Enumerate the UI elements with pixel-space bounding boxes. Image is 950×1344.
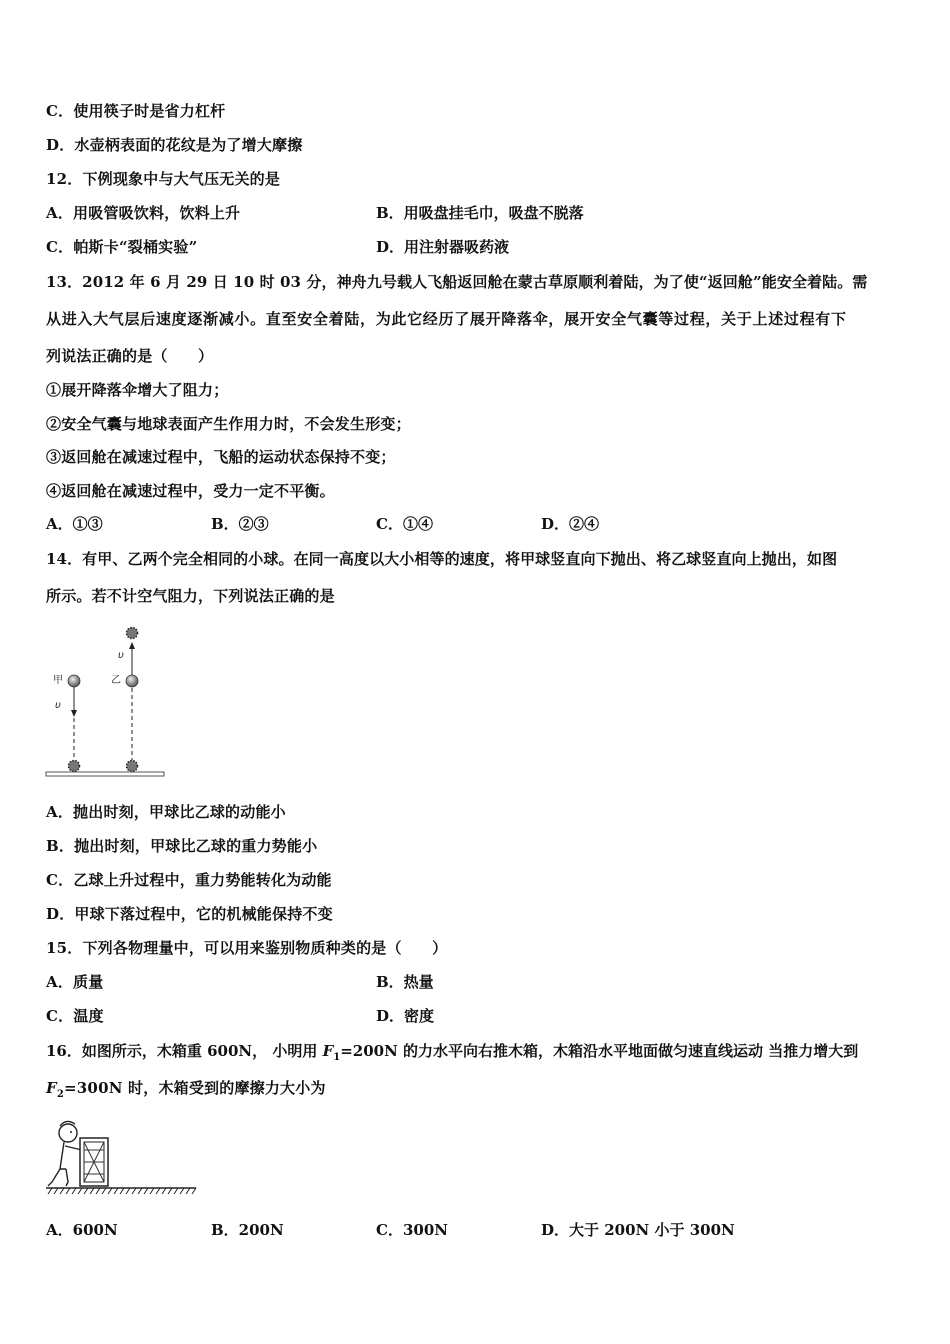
q15-stem: 15．下列各物理量中，可以用来鉴别物质种类的是（ ） bbox=[46, 939, 448, 957]
f2-symbol: F bbox=[46, 1079, 57, 1097]
ground-hatch bbox=[48, 1188, 196, 1194]
q16-option-a: A．600N bbox=[46, 1221, 118, 1239]
arrowhead-jia bbox=[71, 710, 77, 717]
label-v-yi: υ bbox=[118, 650, 124, 661]
q14-stem-line1: 14．有甲、乙两个完全相同的小球。在同一高度以大小相等的速度，将甲球竖直向下抛出、将乙球竖直向上抛出，如图 bbox=[46, 550, 838, 568]
person-leg-back bbox=[48, 1169, 60, 1186]
q12-stem: 12．下例现象中与大气压无关的是 bbox=[46, 170, 281, 188]
person-eye bbox=[70, 1131, 72, 1133]
q12-option-b: B．用吸盘挂毛巾，吸盘不脱落 bbox=[376, 204, 584, 222]
person-leg-front bbox=[66, 1169, 68, 1186]
ball-yi-top bbox=[127, 628, 138, 639]
q11-option-d: D．水壶柄表面的花纹是为了增大摩擦 bbox=[46, 136, 303, 154]
q13-stem-line3: 列说法正确的是（ ） bbox=[46, 347, 214, 365]
q13-statement-3: ③返回舱在减速过程中，飞船的运动状态保持不变； bbox=[46, 448, 396, 466]
q15-option-c: C．温度 bbox=[46, 1007, 104, 1025]
q13-option-c: C．①④ bbox=[376, 515, 433, 533]
q13-option-a: A．①③ bbox=[46, 515, 103, 533]
f1-symbol: F bbox=[322, 1042, 334, 1060]
label-yi: 乙 bbox=[111, 675, 121, 686]
ball-jia-launch bbox=[68, 675, 80, 687]
person-head bbox=[59, 1124, 77, 1142]
ball-yi-ground bbox=[127, 761, 138, 772]
q14-option-c: C．乙球上升过程中，重力势能转化为动能 bbox=[46, 871, 332, 889]
q12-option-a: A．用吸管吸饮料，饮料上升 bbox=[46, 204, 241, 222]
q14-option-d: D．甲球下落过程中，它的机械能保持不变 bbox=[46, 905, 333, 923]
label-jia: 甲 bbox=[53, 675, 63, 686]
q15-option-b: B．热量 bbox=[376, 973, 434, 991]
q13-statement-2: ②安全气囊与地球表面产生作用力时，不会发生形变； bbox=[46, 415, 411, 433]
q12-option-d: D．用注射器吸药液 bbox=[376, 238, 510, 256]
q13-stem-line2: 从进入大气层后速度逐渐减小。直至安全着陆，为此它经历了展开降落伞，展开安全气囊等过程，关于上述过程有下 bbox=[46, 310, 847, 328]
q13-stem-line1: 13．2012 年 6 月 29 日 10 时 03 分，神舟九号载人飞船返回舱在蒙古草原顺利着陆，为了使“返回舱”能安全着陆。需 bbox=[46, 273, 868, 291]
q15-option-a: A．质量 bbox=[46, 973, 104, 991]
q14-option-a: A．抛出时刻，甲球比乙球的动能小 bbox=[46, 803, 286, 821]
ground-line bbox=[46, 772, 164, 776]
q11-option-c: C．使用筷子时是省力杠杆 bbox=[46, 102, 226, 120]
q16-option-b: B．200N bbox=[211, 1221, 284, 1239]
arrowhead-yi bbox=[129, 642, 135, 649]
q13-option-b: B．②③ bbox=[211, 515, 269, 533]
q16-stem-mid: =200N 的力水平向右推木箱，木箱沿水平地面做匀速直线运动 当推力增大到 bbox=[340, 1042, 859, 1060]
q14-stem-line2: 所示。若不计空气阻力，下列说法正确的是 bbox=[46, 587, 335, 605]
q16-option-c: C．300N bbox=[376, 1221, 448, 1239]
q16-figure-push-box bbox=[44, 1114, 200, 1200]
q13-statement-4: ④返回舱在减速过程中，受力一定不平衡。 bbox=[46, 482, 335, 500]
f2-subscript: 2 bbox=[56, 1089, 65, 1100]
ball-jia-ground bbox=[69, 761, 80, 772]
q14-figure-balls bbox=[44, 622, 168, 782]
q14-option-b: B．抛出时刻，甲球比乙球的重力势能小 bbox=[46, 837, 318, 855]
q16-stem-line2 bbox=[46, 1078, 326, 1105]
q13-statement-1: ①展开降落伞增大了阻力； bbox=[46, 381, 229, 399]
q16-stem-end: =300N 时，木箱受到的摩擦力大小为 bbox=[64, 1079, 326, 1097]
q13-option-d: D．②④ bbox=[541, 515, 600, 533]
q16-stem-line1 bbox=[46, 1041, 858, 1068]
ball-yi-launch bbox=[126, 675, 138, 687]
q16-option-d: D．大于 200N 小于 300N bbox=[541, 1221, 735, 1239]
label-v-jia: υ bbox=[55, 700, 61, 711]
q15-option-d: D．密度 bbox=[376, 1007, 435, 1025]
f1-subscript: 1 bbox=[333, 1052, 341, 1063]
q12-option-c: C．帕斯卡“裂桶实验” bbox=[46, 238, 198, 256]
q16-stem-pre: 16．如图所示，木箱重 600N， 小明用 bbox=[46, 1042, 323, 1060]
